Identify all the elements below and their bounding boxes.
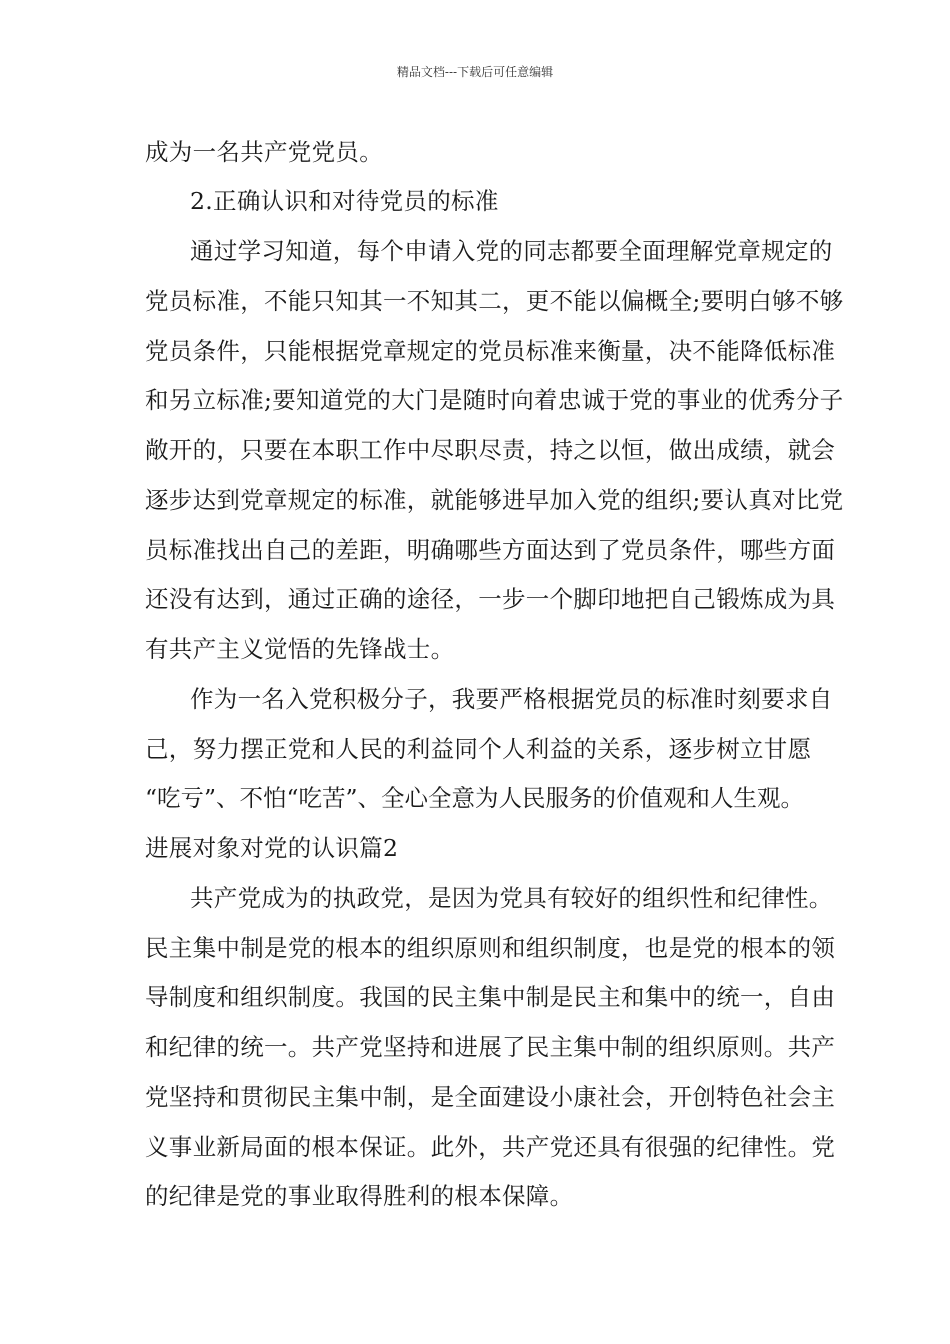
- text-line: 己，努力摆正党和人民的利益同个人利益的关系，逐步树立甘愿: [145, 735, 812, 763]
- text-line: 义事业新局面的根本保证。此外，共产党还具有很强的纪律性。党: [145, 1133, 836, 1161]
- section-title: 进展对象对党的认识篇2: [145, 834, 399, 862]
- text-line: 的纪律是党的事业取得胜利的根本保障。: [145, 1182, 574, 1210]
- text-line: 和另立标准;要知道党的大门是随时向着忠诚于党的事业的优秀分子: [145, 386, 844, 414]
- text-line: 党坚持和贯彻民主集中制，是全面建设小康社会，开创特色社会主: [145, 1083, 836, 1111]
- text-line: 通过学习知道，每个申请入党的同志都要全面理解党章规定的: [190, 237, 833, 265]
- text-line: 敞开的，只要在本职工作中尽职尽责，持之以恒，做出成绩，就会: [145, 436, 836, 464]
- text-line: 有共产主义觉悟的先锋战士。: [145, 635, 455, 663]
- text-line: 导制度和组织制度。我国的民主集中制是民主和集中的统一，自由: [145, 983, 836, 1011]
- text-line: “吃亏”、不怕“吃苦”、全心全意为人民服务的价值观和人生观。: [145, 784, 805, 812]
- text-line: 党员标准，不能只知其一不知其二，更不能以偏概全;要明白够不够: [145, 287, 844, 315]
- text-line: 成为一名共产党党员。: [145, 138, 383, 166]
- text-line: 员标准找出自己的差距，明确哪些方面达到了党员条件，哪些方面: [145, 536, 836, 564]
- text-line: 民主集中制是党的根本的组织原则和组织制度，也是党的根本的领: [145, 934, 836, 962]
- text-line: 还没有达到，通过正确的途径，一步一个脚印地把自己锻炼成为具: [145, 585, 836, 613]
- text-line: 共产党成为的执政党，是因为党具有较好的组织性和纪律性。: [190, 884, 833, 912]
- page-header: 精品文档---下载后可任意编辑: [396, 65, 554, 79]
- text-line: 党员条件，只能根据党章规定的党员标准来衡量，决不能降低标准: [145, 337, 836, 365]
- text-line: 作为一名入党积极分子，我要严格根据党员的标准时刻要求自: [190, 685, 833, 713]
- text-line: 和纪律的统一。共产党坚持和进展了民主集中制的组织原则。共产: [145, 1033, 836, 1061]
- section-heading: 2.正确认识和对待党员的标准: [190, 187, 499, 215]
- text-line: 逐步达到党章规定的标准，就能够进早加入党的组织;要认真对比党: [145, 486, 844, 514]
